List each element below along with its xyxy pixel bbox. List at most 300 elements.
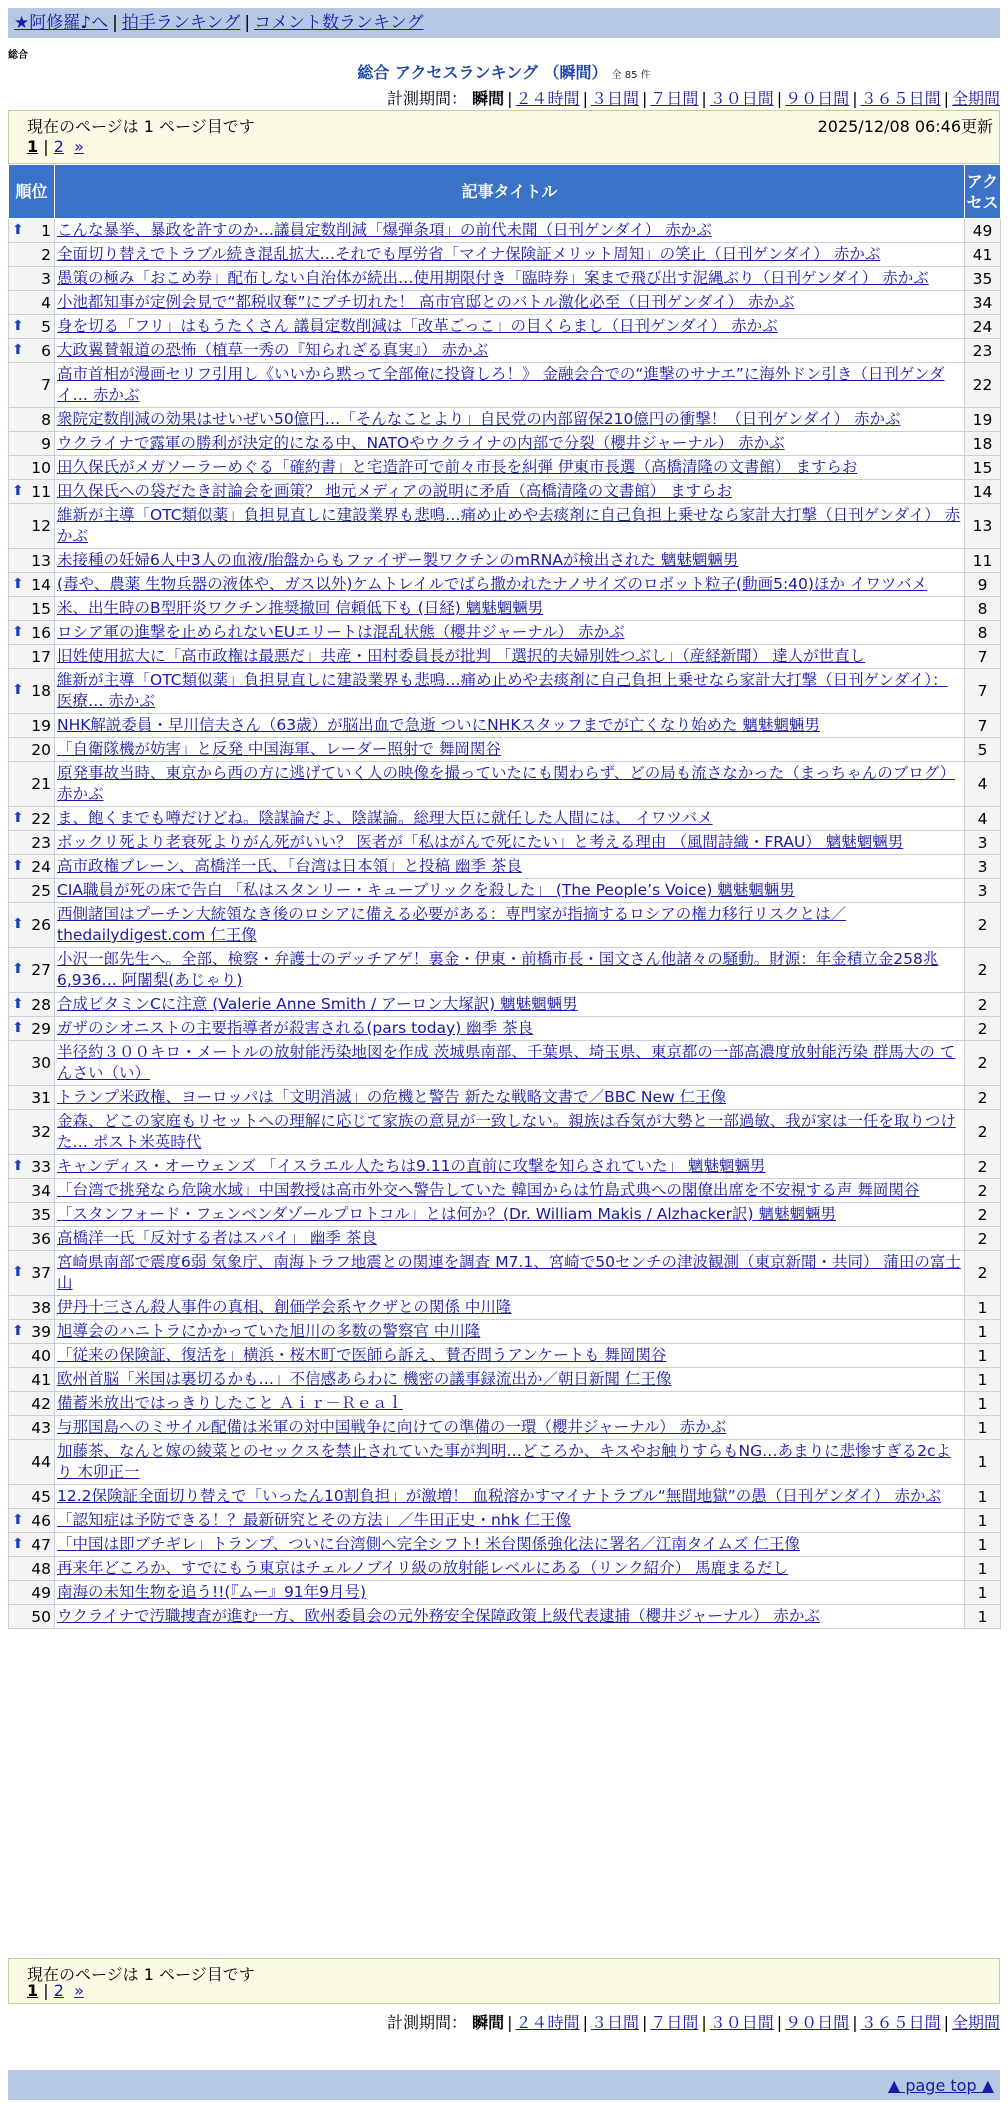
article-title-link[interactable]: 旭導会のハニトラにかかっていた旭川の多数の警察官 中川隆 bbox=[57, 1322, 481, 1340]
title-cell bbox=[55, 315, 965, 339]
access-count: 2 bbox=[965, 993, 1001, 1017]
article-title-link[interactable]: 旧姓使用拡大に「高市政権は最悪だ」共産・田村委員長が批判 「選択的夫婦別姓つぶし」（産経新聞） 達人が世直し bbox=[57, 647, 866, 665]
access-count: 24 bbox=[965, 315, 1001, 339]
rank-cell bbox=[9, 219, 55, 243]
rank-number: 6 bbox=[41, 341, 51, 360]
table-row bbox=[9, 1392, 1001, 1416]
title-cell bbox=[55, 1509, 965, 1533]
rank-cell bbox=[9, 243, 55, 267]
title-cell bbox=[55, 714, 965, 738]
title-cell bbox=[55, 1605, 965, 1629]
rank-number: 10 bbox=[31, 458, 51, 477]
col-header-rank: 順位 bbox=[9, 165, 55, 219]
article-title-link[interactable]: ロシア軍の進撃を止められないEUエリートは混乱状態（櫻井ジャーナル） 赤かぶ bbox=[57, 623, 625, 641]
title-cell bbox=[55, 1227, 965, 1251]
article-title-link[interactable]: トランプ米政権、ヨーロッパは「文明消滅」の危機と警告 新たな戦略文書で／BBC New 仁王像 bbox=[57, 1088, 727, 1106]
title-cell bbox=[55, 363, 965, 408]
rank-cell bbox=[9, 903, 55, 948]
rank-cell bbox=[9, 1533, 55, 1557]
table-header-row bbox=[9, 165, 1001, 219]
access-count: 2 bbox=[965, 1086, 1001, 1110]
up-arrow-icon: ⬆ bbox=[12, 857, 24, 874]
period-link-all-bottom[interactable]: 全期間 bbox=[951, 2013, 1000, 2032]
rank-cell bbox=[9, 1485, 55, 1509]
pager-bottom: 1 | 2 » bbox=[27, 1981, 84, 2000]
rank-number: 32 bbox=[31, 1123, 51, 1141]
rank-cell bbox=[9, 948, 55, 993]
rank-cell bbox=[9, 762, 55, 807]
page-title: 総合 アクセスランキング （瞬間） bbox=[357, 63, 608, 82]
article-title-link[interactable]: 「中国は即ブチギレ」トランプ、ついに台湾側へ完全シフト! 米台関係強化法に署名／江南タイムズ 仁王像 bbox=[57, 1535, 800, 1553]
rank-cell bbox=[9, 408, 55, 432]
article-title-link[interactable]: 欧州首脳「米国は裏切るかも…」不信感あらわに 機密の議事録流出か／朝日新聞 仁王像 bbox=[57, 1370, 672, 1388]
period-link-90d-bottom[interactable]: ９０日間 bbox=[785, 2013, 850, 2032]
rank-cell bbox=[9, 1227, 55, 1251]
access-count: 41 bbox=[965, 243, 1001, 267]
article-title-link[interactable]: 米、出生時のB型肝炎ワクチン推奨撤回 信頼低下も (日経) 魑魅魍魎男 bbox=[57, 599, 544, 617]
up-arrow-icon: ⬆ bbox=[12, 961, 24, 977]
table-row bbox=[9, 1440, 1001, 1485]
table-row bbox=[9, 879, 1001, 903]
pager-page-2-bottom[interactable]: 2 bbox=[53, 1981, 64, 2000]
rank-number: 38 bbox=[31, 1298, 51, 1317]
access-count: 23 bbox=[965, 339, 1001, 363]
table-row bbox=[9, 480, 1001, 504]
access-count: 2 bbox=[965, 1041, 1001, 1086]
article-title-link[interactable]: 愚策の極み「おこめ券」配布しない自治体が続出…使用期限付き「臨時券」案まで飛び出す泥縄ぶり（日刊ゲンダイ） 赤かぶ bbox=[57, 269, 929, 287]
article-title-link[interactable]: 全面切り替えでトラブル続き混乱拡大…それでも厚労省「マイナ保険証メリット周知」の笑止（日刊ゲンダイ） 赤かぶ bbox=[57, 245, 881, 263]
period-link-365d[interactable]: ３６５日間 bbox=[860, 89, 941, 108]
rank-number: 43 bbox=[31, 1418, 51, 1437]
rank-number: 36 bbox=[31, 1229, 51, 1248]
rank-cell bbox=[9, 645, 55, 669]
pager: 1 | 2 » bbox=[27, 137, 84, 156]
access-count: 9 bbox=[965, 573, 1001, 597]
access-count: 2 bbox=[965, 1179, 1001, 1203]
title-cell bbox=[55, 1392, 965, 1416]
bottom-nav-bar bbox=[8, 2070, 1000, 2100]
access-count: 1 bbox=[965, 1368, 1001, 1392]
article-title-link[interactable]: 金森、どこの家庭もリセットへの理解に応じて家族の意見が一致しない。親族は呑気が大勢と一部過敏、我が家は一任を取りつけた… ポスト米英時代 bbox=[57, 1112, 956, 1151]
table-row bbox=[9, 645, 1001, 669]
article-title-link[interactable]: 維新が主導「OTC類似薬」負担見直しに建設業界も悲鳴…痛め止めや去痰剤に自己負担上乗せなら家計大打撃（日刊ゲンダイ）：医療… 赤かぶ bbox=[57, 671, 948, 710]
access-count: 15 bbox=[965, 456, 1001, 480]
pager-next-bottom[interactable]: » bbox=[74, 1981, 84, 2000]
title-cell bbox=[55, 1533, 965, 1557]
access-count: 22 bbox=[965, 363, 1001, 408]
up-arrow-icon: ⬆ bbox=[12, 317, 24, 334]
title-cell bbox=[55, 645, 965, 669]
article-title-link[interactable]: NHK解説委員・早川信夫さん（63歳）が脳出血で急逝 ついにNHKスタッフまでが亡くなり始めた 魑魅魍魎男 bbox=[57, 716, 820, 734]
table-row bbox=[9, 1368, 1001, 1392]
article-title-link[interactable]: 西側諸国はプーチン大統領なき後のロシアに備える必要がある：専門家が指摘するロシアの権力移行リスクとは／thedailydigest.com 仁王像 bbox=[57, 905, 846, 944]
article-title-link[interactable]: 「従来の保険証、復活を」横浜・桜木町で医師ら訴え、賛否問うアンケートも 舞岡関谷 bbox=[57, 1346, 667, 1364]
period-link-3d[interactable]: ３日間 bbox=[590, 89, 639, 108]
rank-cell bbox=[9, 1368, 55, 1392]
article-title-link[interactable]: 高橋洋一氏「反対する者はスパイ」 幽季 茶良 bbox=[57, 1229, 377, 1247]
article-title-link[interactable]: 12.2保険証全面切り替えで「いったん10割負担」が激増！ 血税溶かすマイナトラブル“無間地獄”の愚（日刊ゲンダイ） 赤かぶ bbox=[57, 1487, 941, 1505]
up-arrow-icon: ⬆ bbox=[12, 341, 24, 358]
title-cell bbox=[55, 1110, 965, 1155]
rank-cell bbox=[9, 855, 55, 879]
access-count: 2 bbox=[965, 903, 1001, 948]
rank-cell bbox=[9, 1581, 55, 1605]
title-cell bbox=[55, 219, 965, 243]
table-row bbox=[9, 807, 1001, 831]
table-row bbox=[9, 1320, 1001, 1344]
title-cell bbox=[55, 1041, 965, 1086]
rank-cell bbox=[9, 1041, 55, 1086]
rank-cell bbox=[9, 1203, 55, 1227]
rank-cell bbox=[9, 549, 55, 573]
item-count: 全 85 件 bbox=[611, 70, 651, 81]
up-arrow-icon: ⬆ bbox=[12, 1019, 24, 1036]
rank-number: 39 bbox=[31, 1322, 51, 1341]
table-row bbox=[9, 597, 1001, 621]
article-title-link[interactable]: 田久保氏への袋だたき討論会を画策？ 地元メディアの説明に矛盾（高橋清隆の文書館） ますらお bbox=[57, 482, 733, 500]
period-link-24h-bottom[interactable]: ２４時間 bbox=[515, 2013, 580, 2032]
table-row bbox=[9, 291, 1001, 315]
page-info-top bbox=[8, 110, 1000, 164]
table-row bbox=[9, 621, 1001, 645]
ranking-table-body bbox=[9, 219, 1001, 1629]
page-status-text-bottom: 現在のページは 1 ページ目です bbox=[27, 1965, 255, 1984]
access-count: 2 bbox=[965, 1251, 1001, 1296]
article-title-link[interactable]: 宮崎県南部で震度6弱 気象庁、南海トラフ地震との関連を調査 M7.1、宮崎で50センチの津波観測（東京新聞・共同） 蒲田の富士山 bbox=[57, 1253, 961, 1292]
rank-cell bbox=[9, 1017, 55, 1041]
table-row bbox=[9, 408, 1001, 432]
rank-number: 48 bbox=[31, 1559, 51, 1578]
article-title-link[interactable]: CIA職員が死の床で告白 「私はスタンリー・キューブリックを殺した」 (The People’s Voice) 魑魅魍魎男 bbox=[57, 881, 795, 899]
article-title-link[interactable]: 「台湾で挑発なら危険水域」中国教授は高市外交へ警告していた 韓国からは竹島式典への閣僚出席を不安視する声 舞岡関谷 bbox=[57, 1181, 920, 1199]
title-cell bbox=[55, 549, 965, 573]
rank-number: 46 bbox=[31, 1511, 51, 1530]
article-title-link[interactable]: こんな暴挙、暴政を許すのか…議員定数削減「爆弾条項」の前代未聞（日刊ゲンダイ） 赤かぶ bbox=[57, 221, 712, 239]
access-count: 1 bbox=[965, 1416, 1001, 1440]
access-count: 7 bbox=[965, 669, 1001, 714]
rank-cell bbox=[9, 480, 55, 504]
article-title-link[interactable]: 高市首相が漫画セリフ引用し《いいから黙って全部俺に投資しろ！》 金融会合での“進撃のサナエ”に海外ドン引き（日刊ゲンダイ… 赤かぶ bbox=[57, 365, 945, 404]
up-arrow-icon: ⬆ bbox=[12, 995, 24, 1012]
rank-number: 24 bbox=[31, 857, 51, 876]
rank-cell bbox=[9, 1251, 55, 1296]
title-cell bbox=[55, 1416, 965, 1440]
article-title-link[interactable]: 伊丹十三さん殺人事件の真相、創価学会系ヤクザとの関係 中川隆 bbox=[57, 1298, 512, 1316]
title-cell bbox=[55, 1581, 965, 1605]
nav-link-ashura[interactable]: ★阿修羅♪へ bbox=[14, 13, 109, 33]
rank-cell bbox=[9, 879, 55, 903]
access-count: 2 bbox=[965, 1155, 1001, 1179]
access-count: 1 bbox=[965, 1509, 1001, 1533]
period-link-all[interactable]: 全期間 bbox=[951, 89, 1000, 108]
article-title-link[interactable]: (毒や、農薬 生物兵器の液体や、ガス以外)ケムトレイルでばら撒かれたナノサイズのロボット粒子(動画5:40)ほか イワツバメ bbox=[57, 575, 928, 593]
title-cell bbox=[55, 1440, 965, 1485]
article-title-link[interactable]: ボックリ死より老衰死よりがん死がいい？ 医者が「私はがんで死にたい」と考える理由 （風間詩織・FRAU） 魑魅魍魎男 bbox=[57, 833, 904, 851]
article-title-link[interactable]: 身を切る「フリ」はもうたくさん 議員定数削減は「改革ごっこ」の目くらまし（日刊ゲンダイ） 赤かぶ bbox=[57, 317, 778, 335]
article-title-link[interactable]: ま、飽くまでも噂だけどね。陰謀論だよ、陰謀論。総理大臣に就任した人間には、 イワツバメ bbox=[57, 809, 713, 827]
period-label: 計測期間： bbox=[387, 89, 468, 108]
access-count: 4 bbox=[965, 807, 1001, 831]
access-count: 11 bbox=[965, 549, 1001, 573]
rank-cell bbox=[9, 1392, 55, 1416]
nav-link-comment-ranking[interactable]: コメント数ランキング bbox=[254, 13, 424, 33]
updated-timestamp: 2025/12/08 06:46更新 bbox=[817, 117, 993, 136]
rank-number: 40 bbox=[31, 1346, 51, 1365]
rank-cell bbox=[9, 291, 55, 315]
title-cell bbox=[55, 993, 965, 1017]
title-cell bbox=[55, 480, 965, 504]
period-link-30d[interactable]: ３０日間 bbox=[709, 89, 774, 108]
period-link-3d-bottom[interactable]: ３日間 bbox=[590, 2013, 639, 2032]
rank-number: 44 bbox=[31, 1453, 51, 1471]
rank-number: 26 bbox=[31, 916, 51, 934]
up-arrow-icon: ⬆ bbox=[12, 623, 24, 640]
access-count: 2 bbox=[965, 1203, 1001, 1227]
col-header-access: アクセス bbox=[965, 165, 1001, 219]
table-row bbox=[9, 432, 1001, 456]
article-title-link[interactable]: 「スタンフォード・フェンベンダゾールプロトコル」とは何か？(Dr. William Makis / Alzhacker訳) 魑魅魍魎男 bbox=[57, 1205, 836, 1223]
table-row bbox=[9, 855, 1001, 879]
title-cell bbox=[55, 1203, 965, 1227]
article-title-link[interactable]: 未接種の妊婦6人中3人の血液/胎盤からもファイザー製ワクチンのmRNAが検出された 魑魅魍魎男 bbox=[57, 551, 739, 569]
pager-page-2[interactable]: 2 bbox=[53, 137, 64, 156]
up-arrow-icon: ⬆ bbox=[12, 1535, 24, 1552]
rank-cell bbox=[9, 1320, 55, 1344]
table-row bbox=[9, 1296, 1001, 1320]
title-cell bbox=[55, 408, 965, 432]
article-title-link[interactable]: 再来年どころか、すでにもう東京はチェルノブイリ級の放射能レベルにある（リンク紹介） 馬鹿まるだし bbox=[57, 1559, 789, 1577]
up-arrow-icon: ⬆ bbox=[12, 575, 24, 592]
access-count: 8 bbox=[965, 597, 1001, 621]
page-status-text: 現在のページは 1 ページ目です bbox=[27, 117, 255, 136]
access-count: 14 bbox=[965, 480, 1001, 504]
access-count: 1 bbox=[965, 1533, 1001, 1557]
article-title-link[interactable]: 「自衛隊機が妨害」と反発 中国海軍、レーダー照射で 舞岡関谷 bbox=[57, 740, 501, 758]
article-title-link[interactable]: 半径約３００キロ・メートルの放射能汚染地図を作成 茨城県南部、千葉県、埼玉県、東京都の一部高濃度放射能汚染 群馬大の てんさい（い） bbox=[57, 1043, 956, 1082]
rank-cell bbox=[9, 993, 55, 1017]
article-title-link[interactable]: 高市政権ブレーン、高橋洋一氏、「台湾は日本領」と投稿 幽季 茶良 bbox=[57, 857, 522, 875]
title-cell bbox=[55, 456, 965, 480]
access-count: 1 bbox=[965, 1605, 1001, 1629]
rank-number: 4 bbox=[41, 293, 51, 312]
period-selector-top: 計測期間： 瞬間 | ２４時間 | ３日間 | ７日間 | ３０日間 | ９０日間 | ３６５日間 | 全期間 bbox=[387, 89, 1000, 108]
rank-number: 37 bbox=[31, 1264, 51, 1282]
access-count: 7 bbox=[965, 645, 1001, 669]
rank-cell bbox=[9, 1086, 55, 1110]
rank-number: 47 bbox=[31, 1535, 51, 1554]
rank-number: 18 bbox=[31, 682, 51, 700]
rank-number: 42 bbox=[31, 1394, 51, 1413]
table-row bbox=[9, 831, 1001, 855]
title-cell bbox=[55, 1320, 965, 1344]
access-count: 35 bbox=[965, 267, 1001, 291]
period-link-24h[interactable]: ２４時間 bbox=[515, 89, 580, 108]
period-link-7d-bottom[interactable]: ７日間 bbox=[650, 2013, 699, 2032]
access-count: 34 bbox=[965, 291, 1001, 315]
rank-cell bbox=[9, 1509, 55, 1533]
up-arrow-icon: ⬆ bbox=[12, 809, 24, 826]
rank-number: 35 bbox=[31, 1205, 51, 1224]
title-cell bbox=[55, 738, 965, 762]
table-row bbox=[9, 669, 1001, 714]
rank-cell bbox=[9, 1416, 55, 1440]
table-row bbox=[9, 1086, 1001, 1110]
article-title-link[interactable]: 備蓄米放出ではっきりしたこと Ａｉｒ－Ｒｅａｌ bbox=[57, 1394, 403, 1412]
access-count: 3 bbox=[965, 831, 1001, 855]
article-title-link[interactable]: 合成ビタミンCに注意 (Valerie Anne Smith / アーロン大塚訳) 魑魅魍魎男 bbox=[57, 995, 578, 1013]
rank-number: 3 bbox=[41, 269, 51, 288]
table-row bbox=[9, 1110, 1001, 1155]
title-cell bbox=[55, 243, 965, 267]
title-cell bbox=[55, 669, 965, 714]
period-link-90d[interactable]: ９０日間 bbox=[785, 89, 850, 108]
period-link-365d-bottom[interactable]: ３６５日間 bbox=[860, 2013, 941, 2032]
rank-number: 5 bbox=[41, 317, 51, 336]
top-nav-bar bbox=[8, 8, 1000, 38]
access-count: 1 bbox=[965, 1392, 1001, 1416]
rank-cell bbox=[9, 1344, 55, 1368]
access-count: 2 bbox=[965, 1017, 1001, 1041]
article-title-link[interactable]: 南海の未知生物を追う!!(『ムー』91年9月号) bbox=[57, 1583, 367, 1601]
rank-cell bbox=[9, 573, 55, 597]
rank-number: 28 bbox=[31, 995, 51, 1014]
title-cell bbox=[55, 1179, 965, 1203]
title-cell bbox=[55, 1368, 965, 1392]
article-title-link[interactable]: 大政翼賛報道の恐怖（植草一秀の『知られざる真実』） 赤かぶ bbox=[57, 341, 489, 359]
table-row bbox=[9, 1485, 1001, 1509]
nav-separator: | bbox=[112, 13, 118, 33]
title-cell bbox=[55, 1557, 965, 1581]
article-title-link[interactable]: ウクライナで汚職捜査が進む一方、欧州委員会の元外務安全保障政策上級代表逮捕（櫻井ジャーナル） 赤かぶ bbox=[57, 1607, 820, 1625]
access-count: 1 bbox=[965, 1485, 1001, 1509]
rank-number: 41 bbox=[31, 1370, 51, 1389]
access-count: 2 bbox=[965, 948, 1001, 993]
table-row bbox=[9, 456, 1001, 480]
page-top-link[interactable]: ▲ page top ▲ bbox=[887, 2076, 994, 2095]
rank-number: 31 bbox=[31, 1088, 51, 1107]
nav-separator: | bbox=[244, 13, 251, 33]
title-cell bbox=[55, 948, 965, 993]
rank-cell bbox=[9, 1605, 55, 1629]
article-title-link[interactable]: ウクライナで露軍の勝利が決定的になる中、NATOやウクライナの内部で分裂（櫻井ジャーナル） 赤かぶ bbox=[57, 434, 785, 452]
access-count: 8 bbox=[965, 621, 1001, 645]
title-cell bbox=[55, 267, 965, 291]
up-arrow-icon: ⬆ bbox=[12, 1264, 24, 1280]
page-title-wrap bbox=[0, 60, 1008, 83]
rank-cell bbox=[9, 597, 55, 621]
rank-cell bbox=[9, 1155, 55, 1179]
title-cell bbox=[55, 1344, 965, 1368]
article-title-link[interactable]: ガザのシオニストの主要指導者が殺害される(pars today) 幽季 茶良 bbox=[57, 1019, 534, 1037]
rank-cell bbox=[9, 1110, 55, 1155]
rank-cell bbox=[9, 432, 55, 456]
title-cell bbox=[55, 879, 965, 903]
table-row bbox=[9, 948, 1001, 993]
table-row bbox=[9, 1155, 1001, 1179]
access-count: 18 bbox=[965, 432, 1001, 456]
rank-number: 29 bbox=[31, 1019, 51, 1038]
article-title-link[interactable]: 小沢一郎先生へ。全部、検察・弁護士のデッチアゲ！裏金・伊東・前橋市長・国文さん他諸々の騒動。財源：年金積立金258兆6,936… 阿闍梨(あじゃり) bbox=[57, 950, 939, 989]
rank-number: 34 bbox=[31, 1181, 51, 1200]
article-title-link[interactable]: 「認知症は予防できる！？最新研究とその方法」／牛田正史・nhk 仁王像 bbox=[57, 1511, 572, 1529]
rank-cell bbox=[9, 1296, 55, 1320]
table-row bbox=[9, 1344, 1001, 1368]
pager-current: 1 bbox=[27, 137, 39, 156]
rank-number: 23 bbox=[31, 833, 51, 852]
article-title-link[interactable]: 原発事故当時、東京から西の方に逃げていく人の映像を撮っていたにも関わらず、どの局も流さなかった（まっちゃんのブログ） 赤かぶ bbox=[57, 764, 956, 803]
title-cell bbox=[55, 1485, 965, 1509]
article-title-link[interactable]: 衆院定数削減の効果はせいぜい50億円…「そんなことより」自民党の内部留保210億円の衝撃！（日刊ゲンダイ） 赤かぶ bbox=[57, 410, 901, 428]
article-title-link[interactable]: 維新が主導「OTC類似薬」負担見直しに建設業界も悲鳴…痛め止めや去痰剤に自己負担上乗せなら家計大打撃（日刊ゲンダイ） 赤かぶ bbox=[57, 506, 961, 545]
rank-number: 30 bbox=[31, 1054, 51, 1072]
period-current-bottom: 瞬間 bbox=[472, 2013, 505, 2032]
rank-number: 27 bbox=[31, 961, 51, 979]
table-row bbox=[9, 1041, 1001, 1086]
rank-number: 19 bbox=[31, 716, 51, 735]
title-cell bbox=[55, 855, 965, 879]
title-cell bbox=[55, 762, 965, 807]
access-count: 19 bbox=[965, 408, 1001, 432]
article-title-link[interactable]: 与那国島へのミサイル配備は米軍の対中国戦争に向けての準備の一環（櫻井ジャーナル） 赤かぶ bbox=[57, 1418, 727, 1436]
article-title-link[interactable]: キャンディス・オーウェンズ 「イスラエル人たちは9.11の直前に攻撃を知らされていた」 魑魅魍魎男 bbox=[57, 1157, 766, 1175]
rank-cell bbox=[9, 267, 55, 291]
access-count: 2 bbox=[965, 1227, 1001, 1251]
table-row bbox=[9, 903, 1001, 948]
rank-number: 50 bbox=[31, 1607, 51, 1626]
pager-next[interactable]: » bbox=[74, 137, 84, 156]
rank-cell bbox=[9, 714, 55, 738]
period-current: 瞬間 bbox=[472, 89, 505, 108]
article-title-link[interactable]: 小池都知事が定例会見で“都税収奪”にブチ切れた！ 高市官邸とのバトル激化必至（日刊ゲンダイ） 赤かぶ bbox=[57, 293, 795, 311]
rank-number: 22 bbox=[31, 809, 51, 828]
table-row bbox=[9, 993, 1001, 1017]
title-cell bbox=[55, 597, 965, 621]
up-arrow-icon: ⬆ bbox=[12, 1322, 24, 1339]
period-label-bottom: 計測期間： bbox=[387, 2013, 468, 2032]
table-row bbox=[9, 1605, 1001, 1629]
nav-link-applause-ranking[interactable]: 拍手ランキング bbox=[121, 13, 241, 33]
rank-number: 45 bbox=[31, 1487, 51, 1506]
rank-cell bbox=[9, 1440, 55, 1485]
access-count: 4 bbox=[965, 762, 1001, 807]
rank-number: 1 bbox=[41, 221, 51, 240]
rank-cell bbox=[9, 363, 55, 408]
article-title-link[interactable]: 加藤茶、なんと嫁の綾菜とのセックスを禁止されていた事が判明…どころか、キスやお触りすらもNG…あまりに悲惨すぎる2cより 木卯正一 bbox=[57, 1442, 952, 1481]
table-row bbox=[9, 714, 1001, 738]
rank-cell bbox=[9, 456, 55, 480]
table-row bbox=[9, 1509, 1001, 1533]
up-arrow-icon: ⬆ bbox=[12, 1157, 24, 1174]
table-row bbox=[9, 1227, 1001, 1251]
table-row bbox=[9, 573, 1001, 597]
table-row bbox=[9, 1017, 1001, 1041]
period-link-30d-bottom[interactable]: ３０日間 bbox=[709, 2013, 774, 2032]
rank-cell bbox=[9, 831, 55, 855]
rank-cell bbox=[9, 315, 55, 339]
pager-current-bottom: 1 bbox=[27, 1981, 39, 2000]
table-row bbox=[9, 363, 1001, 408]
rank-cell bbox=[9, 339, 55, 363]
period-link-7d[interactable]: ７日間 bbox=[650, 89, 699, 108]
rank-number: 20 bbox=[31, 740, 51, 759]
rank-number: 16 bbox=[31, 623, 51, 642]
rank-number: 14 bbox=[31, 575, 51, 594]
access-count: 1 bbox=[965, 1320, 1001, 1344]
table-row bbox=[9, 1251, 1001, 1296]
rank-cell bbox=[9, 504, 55, 549]
article-title-link[interactable]: 田久保氏がメガソーラーめぐる「確約書」と宅造許可で前々市長を糾弾 伊東市長選（高橋清隆の文書館） ますらお bbox=[57, 458, 858, 476]
table-row bbox=[9, 315, 1001, 339]
